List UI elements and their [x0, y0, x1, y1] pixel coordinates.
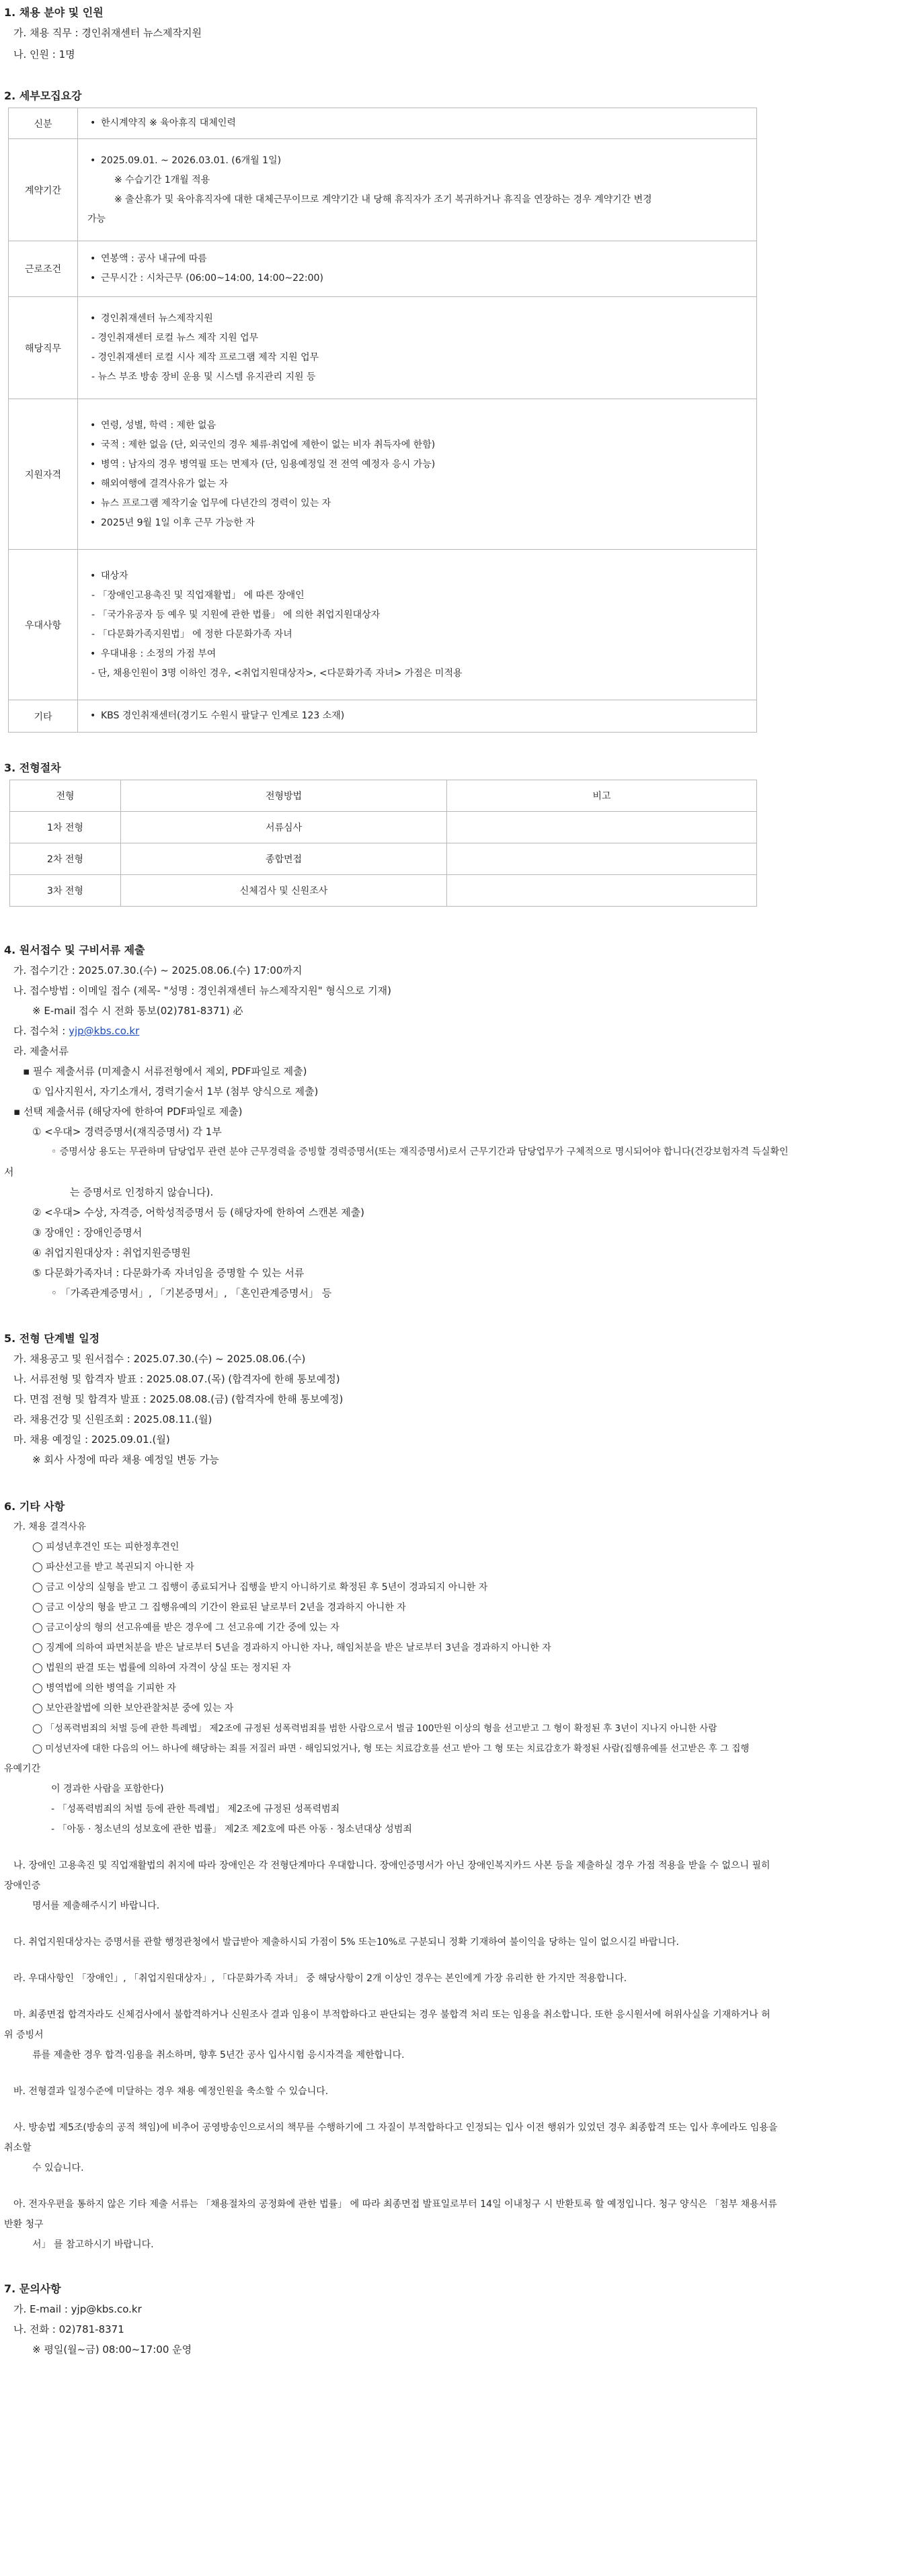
receipt-line	[4, 1021, 915, 1041]
schedule-line: 나. 서류전형 및 합격자 발표 : 2025.08.07.(목) (합격자에 한해 통보예정)	[13, 1373, 340, 1385]
row-key: 계약기간	[9, 139, 78, 241]
list-item: • 병역 : 남자의 경우 병역필 또는 면제자 (단, 임용예정일 전 전역 예정자 응시 가능)	[101, 455, 750, 474]
disqualification-item: ◯ 파산선고를 받고 복권되지 아니한 자	[32, 1562, 194, 1573]
sub-item: - 뉴스 부조 방송 장비 운용 및 시스템 유지관리 지원 등	[91, 371, 316, 382]
table-row	[9, 550, 757, 700]
etc-section	[4, 1497, 915, 2255]
row-key: 지원자격	[9, 399, 78, 550]
optional-doc-item: ③ 장애인 : 장애인증명서	[32, 1227, 143, 1239]
table-row	[9, 241, 757, 297]
section-title-details: 2. 세부모집요강	[4, 89, 82, 102]
schedule-section	[4, 1329, 915, 1470]
table-row	[9, 399, 757, 550]
schedule-line: 라. 채용건강 및 신원조회 : 2025.08.11.(월)	[13, 1413, 212, 1425]
note-paragraph: 수 있습니다.	[32, 2163, 84, 2173]
note-paragraph: 라. 우대사항인 「장애인」, 「취업지원대상자」, 「다문화가족 자녀」 중 해당사항이 2개 이상인 경우는 본인에게 가장 유리한 한 가지만 적용합니다.	[13, 1973, 627, 1984]
details-table	[8, 108, 757, 733]
list-item: • 경인취재센터 뉴스제작지원	[101, 309, 750, 329]
column-header: 비고	[447, 780, 757, 812]
disqualification-item: 이 경과한 사람을 포함한다)	[51, 1784, 164, 1794]
note-line: ※ 수습기간 1개월 적용	[114, 174, 210, 185]
optional-doc-note: 서	[4, 1166, 14, 1178]
job-line: 가. 채용 직무 : 경인취재센터 뉴스제작지원	[13, 27, 202, 39]
table-row	[9, 139, 757, 241]
section-title-schedule: 5. 전형 단계별 일정	[4, 1332, 100, 1345]
note-paragraph: 마. 최종면접 합격자라도 신체검사에서 불합격하거나 신원조사 결과 임용이 부적합하다고 판단되는 경우 불합격 처리 또는 임용을 취소합니다. 또한 응시원서에 허위사실을 기재하거나 허	[13, 2009, 770, 2020]
disqualification-item: ◯ 금고 이상의 형을 받고 그 집행유예의 기간이 완료된 날로부터 2년을 경과하지 아니한 자	[32, 1602, 406, 1613]
optional-doc-note: 는 증명서로 인정하지 않습니다).	[70, 1186, 214, 1198]
sub-item: - 「국가유공자 등 예우 및 지원에 관한 법률」 에 의한 취업지원대상자	[91, 609, 381, 620]
optional-doc-item: ② <우대> 수상, 자격증, 어학성적증명서 등 (해당자에 한하여 스캔본 제출)	[32, 1206, 364, 1218]
method-cell: 신체검사 및 신원조사	[121, 875, 447, 907]
docs-line: 라. 제출서류	[13, 1045, 69, 1057]
list-item: • 우대내용 : 소정의 가점 부여	[101, 645, 750, 664]
optional-doc-note: ◦ 「가족관계증명서」, 「기본증명서」, 「혼인관계증명서」 등	[51, 1287, 332, 1299]
table-header-row	[10, 780, 757, 812]
period-line: 가. 접수기간 : 2025.07.30.(수) ~ 2025.08.06.(수) 17:00까지	[13, 964, 303, 977]
list-item: • 2025.09.01. ~ 2026.03.01. (6개월 1일)	[101, 151, 750, 171]
note-paragraph: 취소할	[4, 2143, 32, 2153]
section-title-recruit: 1. 채용 분야 및 인원	[4, 6, 104, 19]
process-table	[9, 780, 757, 907]
disqualification-item: ◯ 법원의 판결 또는 법률에 의하여 자격이 상실 또는 정지된 자	[32, 1663, 291, 1673]
note-paragraph: 장애인증	[4, 1880, 41, 1891]
note-paragraph: 류를 제출한 경우 합격·임용을 취소하며, 향후 5년간 공사 입사시험 응시자격을 제한합니다.	[32, 2050, 405, 2061]
note-cell	[447, 875, 757, 907]
column-header: 전형방법	[121, 780, 447, 812]
optional-docs-line: ▪ 선택 제출서류 (해당자에 한하여 PDF파일로 제출)	[13, 1106, 243, 1118]
schedule-note: ※ 회사 사정에 따라 채용 예정일 변동 가능	[32, 1454, 219, 1466]
note-line: ※ 출산휴가 및 육아휴직자에 대한 대체근무이므로 계약기간 내 당해 휴직자가 조기 복귀하거나 휴직을 연장하는 경우 계약기간 변경	[114, 194, 652, 205]
note-line: 가능	[87, 213, 106, 224]
stage-cell: 1차 전형	[10, 812, 121, 843]
required-docs-line: ▪ 필수 제출서류 (미제출시 서류전형에서 제외, PDF파일로 제출)	[23, 1065, 307, 1077]
list-item: • 뉴스 프로그램 제작기술 업무에 다년간의 경력이 있는 자	[101, 494, 750, 513]
table-row	[9, 108, 757, 139]
sub-item: - 경인취재센터 로컬 시사 제작 프로그램 제작 지원 업무	[91, 351, 319, 363]
optional-doc-note: ◦ 증명서상 용도는 무관하며 담당업무 관련 분야 근무경력을 증빙할 경력증명서(또는 재직증명서)로서 근무기간과 담당업무가 구체적으로 명시되어야 합니다(건강보험자격 득실확인	[51, 1147, 789, 1157]
optional-doc-item: ① <우대> 경력증명서(재직증명서) 각 1부	[32, 1126, 222, 1138]
note-cell	[447, 843, 757, 875]
list-item: • 대상자	[101, 567, 750, 586]
stage-cell: 3차 전형	[10, 875, 121, 907]
section-title-application: 4. 원서접수 및 구비서류 제출	[4, 944, 145, 956]
phone-note-line: ※ E-mail 접수 시 전화 통보(02)781-8371) 必	[32, 1005, 243, 1017]
schedule-line: 다. 면접 전형 및 합격자 발표 : 2025.08.08.(금) (합격자에 한해 통보예정)	[13, 1393, 344, 1405]
disqualification-item: 유예기간	[4, 1763, 41, 1774]
note-paragraph: 아. 전자우편을 통하지 않은 기타 제출 서류는 「채용절차의 공정화에 관한 법률」 에 따라 최종면접 발표일로부터 14일 이내청구 시 반환토록 할 예정입니다. 청구 양식은 「첨부 채용서류	[13, 2199, 777, 2210]
list-item: • 해외여행에 결격사유가 없는 자	[101, 474, 750, 494]
receipt-label: 다. 접수처 :	[13, 1025, 69, 1037]
row-key: 신분	[9, 108, 78, 139]
note-paragraph: 명서를 제출해주시기 바랍니다.	[32, 1901, 160, 1911]
column-header: 전형	[10, 780, 121, 812]
contact-hours: ※ 평일(월~금) 08:00~17:00 운영	[32, 2343, 192, 2356]
table-row	[9, 700, 757, 733]
contact-email: 가. E-mail : yjp@kbs.co.kr	[13, 2303, 142, 2315]
section-title-contact: 7. 문의사항	[4, 2282, 61, 2295]
table-row	[10, 843, 757, 875]
disqualification-title: 가. 채용 결격사유	[13, 1522, 87, 1532]
sub-item: - 「장애인고용촉진 및 직업재활법」 에 따른 장애인	[91, 589, 305, 601]
note-paragraph: 반환 청구	[4, 2219, 44, 2230]
stage-cell: 2차 전형	[10, 843, 121, 875]
method-cell: 종합면접	[121, 843, 447, 875]
list-item: • 2025년 9월 1일 이후 근무 가능한 자	[101, 513, 750, 533]
headcount-line: 나. 인원 : 1명	[13, 48, 75, 60]
disqualification-item: ◯ 금고이상의 형의 선고유예를 받은 경우에 그 선고유예 기간 중에 있는 자	[32, 1622, 340, 1633]
list-item: • 한시계약직 ※ 육아휴직 대체인력	[101, 114, 750, 133]
disqualification-item: ◯ 미성년자에 대한 다음의 어느 하나에 해당하는 죄를 저질러 파면 · 해임되었거나, 형 또는 치료감호를 선고 받아 그 형 또는 치료감호가 확정된 사람(집행유예를 선고받은 후 그 집행	[32, 1743, 750, 1754]
list-item: • 연령, 성별, 학력 : 제한 없음	[101, 416, 750, 435]
note-cell	[447, 812, 757, 843]
table-row	[9, 297, 757, 399]
email-link[interactable]: yjp@kbs.co.kr	[69, 1025, 140, 1037]
disqualification-item: ◯ 피성년후견인 또는 피한정후견인	[32, 1542, 180, 1552]
table-row	[10, 875, 757, 907]
disqualification-item: ◯ 병역법에 의한 병역을 기피한 자	[32, 1683, 176, 1694]
optional-doc-item: ④ 취업지원대상자 : 취업지원증명원	[32, 1247, 191, 1259]
required-doc-item: ① 입사지원서, 자기소개서, 경력기술서 1부 (첨부 양식으로 제출)	[32, 1085, 319, 1097]
list-item: • 근무시간 : 시차근무 (06:00~14:00, 14:00~22:00)	[101, 269, 750, 288]
row-key: 기타	[9, 700, 78, 733]
sub-item: - 「다문화가족지원법」 에 정한 다문화가족 자녀	[91, 628, 292, 640]
list-item: • 연봉액 : 공사 내규에 따름	[101, 249, 750, 269]
disqualification-item: ◯ 징계에 의하여 파면처분을 받은 날로부터 5년을 경과하지 아니한 자나, 해임처분을 받은 날로부터 3년을 경과하지 아니한 자	[32, 1643, 551, 1653]
disqualification-item: ◯ 보안관찰법에 의한 보안관찰처분 중에 있는 자	[32, 1703, 234, 1714]
contact-section	[4, 2279, 915, 2360]
row-key: 해당직무	[9, 297, 78, 399]
note-paragraph: 서」 를 참고하시기 바랍니다.	[32, 2239, 154, 2250]
schedule-line: 마. 채용 예정일 : 2025.09.01.(월)	[13, 1434, 170, 1446]
law-item: - 「아동 · 청소년의 성보호에 관한 법률」 제2조 제2호에 따른 아동 · 청소년대상 성범죄	[51, 1824, 412, 1835]
disqualification-item: ◯ 「성폭력범죄의 처벌 등에 관한 특례법」 제2조에 규정된 성폭력범죄를 범한 사람으로서 벌금 100만원 이상의 형을 선고받고 그 형이 확정된 후 3년이 지나지 아니한 사람	[32, 1723, 717, 1734]
application-section	[4, 940, 915, 1303]
row-key: 근로조건	[9, 241, 78, 297]
table-row	[10, 812, 757, 843]
row-key: 우대사항	[9, 550, 78, 700]
note-paragraph: 바. 전형결과 일정수준에 미달하는 경우 채용 예정인원을 축소할 수 있습니다.	[13, 2086, 329, 2097]
contact-phone: 나. 전화 : 02)781-8371	[13, 2323, 124, 2335]
note-paragraph: 사. 방송법 제5조(방송의 공적 책임)에 비추어 공영방송인으로서의 책무를 수행하기에 그 자질이 부적합하다고 인정되는 입사 이전 행위가 있었던 경우 최종합격 또는 입사 후에라도 임용을	[13, 2122, 778, 2133]
disqualification-item: ◯ 금고 이상의 실형을 받고 그 집행이 종료되거나 집행을 받지 아니하기로 확정된 후 5년이 경과되지 아니한 자	[32, 1582, 488, 1593]
optional-doc-item: ⑤ 다문화가족자녀 : 다문화가족 자녀임을 증명할 수 있는 서류	[32, 1267, 305, 1279]
method-cell: 서류심사	[121, 812, 447, 843]
note-paragraph: 다. 취업지원대상자는 증명서를 관할 행정관청에서 발급받아 제출하시되 가점이 5% 또는10%로 구분되니 정확 기재하여 불이익을 당하는 일이 없으시길 바랍니다.	[13, 1937, 679, 1948]
note-paragraph: 나. 장애인 고용촉진 및 직업재활법의 취지에 따라 장애인은 각 전형단계마다 우대합니다. 장애인증명서가 아닌 장애인복지카드 사본 등을 제출하실 경우 가점 적용을 받을 수 없으니 필히	[13, 1860, 770, 1871]
law-item: - 「성폭력범죄의 처벌 등에 관한 특례법」 제2조에 규정된 성폭력범죄	[51, 1804, 340, 1815]
method-line: 나. 접수방법 : 이메일 접수 (제목- "성명 : 경인취재센터 뉴스제작지원" 형식으로 기재)	[13, 985, 391, 997]
section-title-process: 3. 전형절차	[4, 761, 61, 774]
schedule-line: 가. 채용공고 및 원서접수 : 2025.07.30.(수) ~ 2025.08.06.(수)	[13, 1353, 306, 1365]
sub-item: - 단, 채용인원이 3명 이하인 경우, <취업지원대상자>, <다문화가족 자녀> 가점은 미적용	[91, 667, 463, 679]
list-item: • KBS 경인취재센터(경기도 수원시 팔달구 인계로 123 소재)	[101, 706, 750, 726]
sub-item: - 경인취재센터 로컬 뉴스 제작 지원 업무	[91, 332, 259, 343]
list-item: • 국적 : 제한 없음 (단, 외국인의 경우 체류·취업에 제한이 없는 비자 취득자에 한함)	[101, 435, 750, 455]
note-paragraph: 위 증빙서	[4, 2030, 44, 2040]
section-title-etc: 6. 기타 사항	[4, 1500, 65, 1513]
